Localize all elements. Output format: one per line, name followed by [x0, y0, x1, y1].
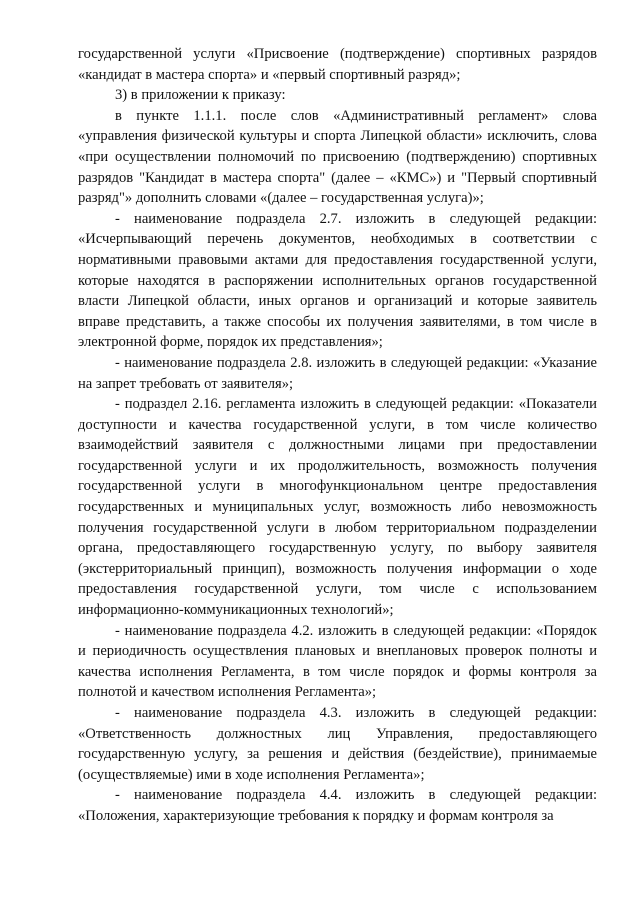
paragraph-subsection-4-4: - наименование подраздела 4.4. изложить в следующей редакции: «Положения, характеризующие требования к порядку и формам контроля за: [78, 787, 597, 824]
paragraph-subsection-2-16: - подраздел 2.16. регламента изложить в следующей редакции: «Показатели доступности и качества государственной услуги, в том числе количество взаимодействий заявителя с должностными лицами при предоставлении государственной услуги и их продолжительность, возможность получения государственной услуги в многофункциональном центре предоставления государственных и муниципальных услуг, возможность либо невозможность получения государственной услуги в любом территориальном подразделении органа, предоставляющего государственную услугу, по выбору заявителя (экстерриториальный принцип), возможность получения информации о ходе предоставления государственной услуги, том числе с использованием информационно-коммуникационных технологий»;: [78, 396, 597, 619]
paragraph-item-3: 3) в приложении к приказу:: [115, 87, 286, 104]
paragraph-subsection-4-3: - наименование подраздела 4.3. изложить в следующей редакции: «Ответственность должностных лиц Управления, предоставляющего государственную услугу, за решения и действия (бездействие), принимаемые (осуществляемые) ими в ходе исполнения Регламента»;: [78, 705, 597, 783]
paragraph-subsection-2-7: - наименование подраздела 2.7. изложить в следующей редакции: «Исчерпывающий перечень документов, необходимых в соответствии с нормативными правовыми актами для предоставления государственной услуги, которые находятся в распоряжении исполнительных органов государственной власти Липецкой области, иных органов и организаций и которые заявитель вправе представить, а также способы их получения заявителями, в том числе в электронной форме, порядок их представления»;: [78, 210, 597, 351]
paragraph-clause-1-1-1: в пункте 1.1.1. после слов «Административный регламент» слова «управления физической культуры и спорта Липецкой области» исключить, слова «при осуществлении полномочий по присвоению (подтверждению) спортивных разрядов "Кандидат в мастера спорта" (далее – «КМС») и "Первый спортивный разряд"» дополнить словами «(далее – государственная услуга)»;: [78, 107, 597, 207]
document-page: [78, 44, 597, 827]
paragraph-service-title-continuation: государственной услуги «Присвоение (подтверждение) спортивных разрядов «кандидат в мастера спорта» и «первый спортивный разряд»;: [78, 46, 597, 83]
paragraph-subsection-2-8: - наименование подраздела 2.8. изложить в следующей редакции: «Указание на запрет требовать от заявителя»;: [78, 354, 597, 392]
paragraph-subsection-4-2: - наименование подраздела 4.2. изложить в следующей редакции: «Порядок и периодичность осуществления плановых и внеплановых проверок полноты и качества исполнения Регламента, в том числе порядок и формы контроля за полнотой и качеством исполнения Регламента»;: [78, 622, 597, 701]
